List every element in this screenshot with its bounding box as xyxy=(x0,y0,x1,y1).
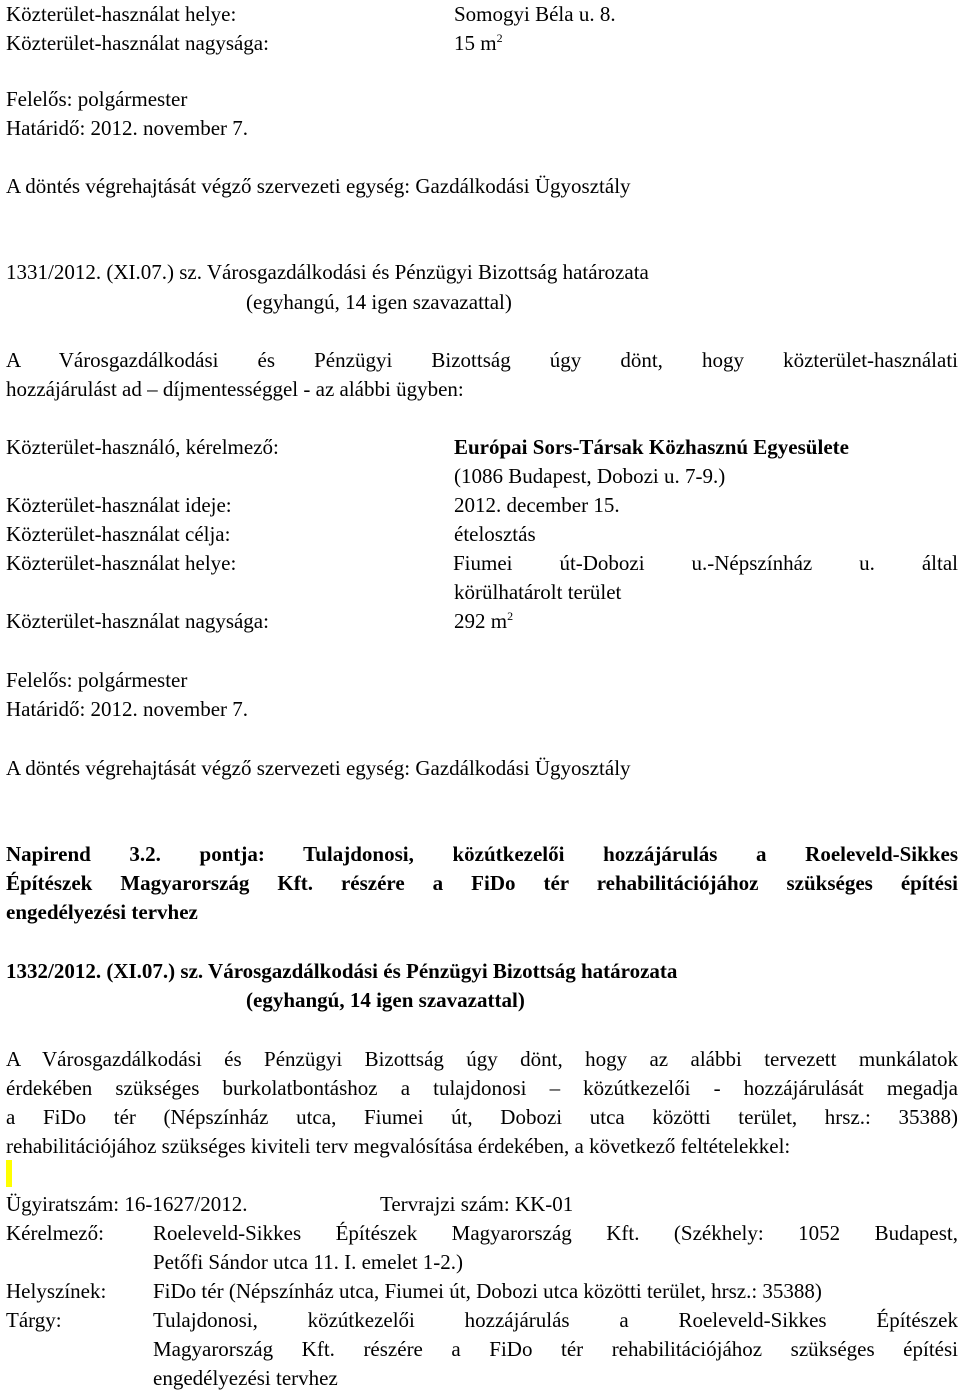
purpose-value: ételosztás xyxy=(454,522,536,546)
applicant-address: (1086 Budapest, Dobozi u. 7-9.) xyxy=(454,464,726,488)
place-label: Közterület-használat helye: xyxy=(6,2,237,26)
resolution-body xyxy=(6,1045,958,1161)
agenda-line: Építészek Magyarország Kft. részére a FiDo tér rehabilitációjához szükséges építési xyxy=(6,871,958,895)
time-value: 2012. december 15. xyxy=(454,493,620,517)
agenda-line: Napirend 3.2. pontja: Tulajdonosi, közútkezelői hozzájárulás a Roeleveld-Sikkes xyxy=(6,842,958,866)
subject-row-cont xyxy=(6,1335,958,1364)
resolution-body xyxy=(6,346,958,404)
resolution-body-line: A Városgazdálkodási és Pénzügyi Bizottság úgy dönt, hogy közterület-használati xyxy=(6,348,958,372)
top-section xyxy=(6,0,958,58)
area-place-row xyxy=(6,549,958,578)
time-label: Közterület-használat ideje: xyxy=(6,493,232,517)
area-size-label: Közterület-használat nagysága: xyxy=(6,609,269,633)
applicant-name: Európai Sors-Társak Közhasznú Egyesülete xyxy=(454,435,849,459)
time-row xyxy=(6,491,958,520)
area-size-row xyxy=(6,607,958,636)
size-label: Közterület-használat nagysága: xyxy=(6,31,269,55)
locations-label: Helyszínek: xyxy=(6,1279,107,1303)
subject-value: Tulajdonosi, közútkezelői hozzájárulás a Roeleveld-Sikkes Építészek xyxy=(153,1308,958,1332)
permit-details xyxy=(6,433,958,636)
subject-value-cont: Magyarország Kft. részére a FiDo tér rehabilitációjához szükséges építési xyxy=(153,1337,958,1361)
purpose-label: Közterület-használat célja: xyxy=(6,522,231,546)
resolution-body-line: hozzájárulást ad – díjmentességgel - az alábbi ügyben: xyxy=(6,377,464,401)
applicant-row-cont xyxy=(6,1248,958,1277)
subject-row xyxy=(6,1306,958,1335)
plan-number: Tervrajzi szám: KK-01 xyxy=(380,1192,574,1216)
deadline: Határidő: 2012. november 7. xyxy=(6,697,249,721)
applicant-value-cont: Petőfi Sándor utca 11. I. emelet 1-2.) xyxy=(153,1250,464,1274)
resolution-body-line: A Városgazdálkodási és Pénzügyi Bizottság úgy dönt, hogy az alábbi tervezett munkálatok xyxy=(6,1047,958,1071)
permit-table xyxy=(6,1190,958,1393)
subject-row-cont xyxy=(6,1364,958,1393)
responsible: Felelős: polgármester xyxy=(6,87,188,111)
applicant-row xyxy=(6,433,958,462)
resolution-heading: 1332/2012. (XI.07.) sz. Városgazdálkodási és Pénzügyi Bizottság határozata xyxy=(6,959,678,983)
agenda-line: engedélyezési tervhez xyxy=(6,900,198,924)
area-size-value: 292 $m^2$ xyxy=(454,609,514,633)
file-number: Ügyiratszám: 16-1627/2012. xyxy=(6,1192,248,1216)
size-value: 15 $m^2$ xyxy=(454,31,503,55)
resolution-body-line: a FiDo tér (Népszínház utca, Fiumei út, Dobozi utca közötti terület, hrsz.: 35388) xyxy=(6,1105,958,1129)
subject-label: Tárgy: xyxy=(6,1308,62,1332)
applicant-label: Közterület-használó, kérelmező: xyxy=(6,435,279,459)
area-size-superscript: 2 xyxy=(507,609,514,623)
deadline: Határidő: 2012. november 7. xyxy=(6,116,249,140)
agenda-item xyxy=(6,840,958,927)
applicant-value: Roeleveld-Sikkes Építészek Magyarország Kft. (Székhely: 1052 Budapest, xyxy=(153,1221,958,1245)
place-row xyxy=(6,0,958,29)
highlight-marker xyxy=(6,1160,12,1187)
executor: A döntés végrehajtását végző szervezeti egység: Gazdálkodási Ügyosztály xyxy=(6,174,631,198)
responsible: Felelős: polgármester xyxy=(6,668,188,692)
applicant-label: Kérelmező: xyxy=(6,1221,104,1245)
executor: A döntés végrehajtását végző szervezeti egység: Gazdálkodási Ügyosztály xyxy=(6,756,631,780)
area-place-value-cont: körülhatárolt terület xyxy=(454,580,622,604)
resolution-vote: (egyhangú, 14 igen szavazattal) xyxy=(246,988,525,1012)
applicant-row xyxy=(6,1219,958,1248)
size-superscript: 2 xyxy=(496,31,503,45)
applicant-address-row xyxy=(6,462,958,491)
resolution-body-line: érdekében szükséges burkolatbontáshoz a tulajdonosi – közútkezelői - hozzájárulását megadja xyxy=(6,1076,958,1100)
subject-value-cont: engedélyezési tervhez xyxy=(153,1366,338,1390)
area-place-row-cont xyxy=(6,578,958,607)
locations-value: FiDo tér (Népszínház utca, Fiumei út, Dobozi utca közötti terület, hrsz.: 35388) xyxy=(153,1279,822,1303)
resolution-vote: (egyhangú, 14 igen szavazattal) xyxy=(246,290,512,314)
purpose-row xyxy=(6,520,958,549)
area-place-value: Fiumei út-Dobozi u.-Népszínház u. által xyxy=(453,551,958,575)
area-place-label: Közterület-használat helye: xyxy=(6,551,237,575)
resolution-heading: 1331/2012. (XI.07.) sz. Városgazdálkodási és Pénzügyi Bizottság határozata xyxy=(6,260,649,284)
file-row xyxy=(6,1190,958,1219)
resolution-body-line: rehabilitációjához szükséges kiviteli terv megvalósítása érdekében, a következő feltételekkel: xyxy=(6,1134,791,1158)
locations-row xyxy=(6,1277,958,1306)
size-row xyxy=(6,29,958,58)
place-value: Somogyi Béla u. 8. xyxy=(454,2,616,26)
